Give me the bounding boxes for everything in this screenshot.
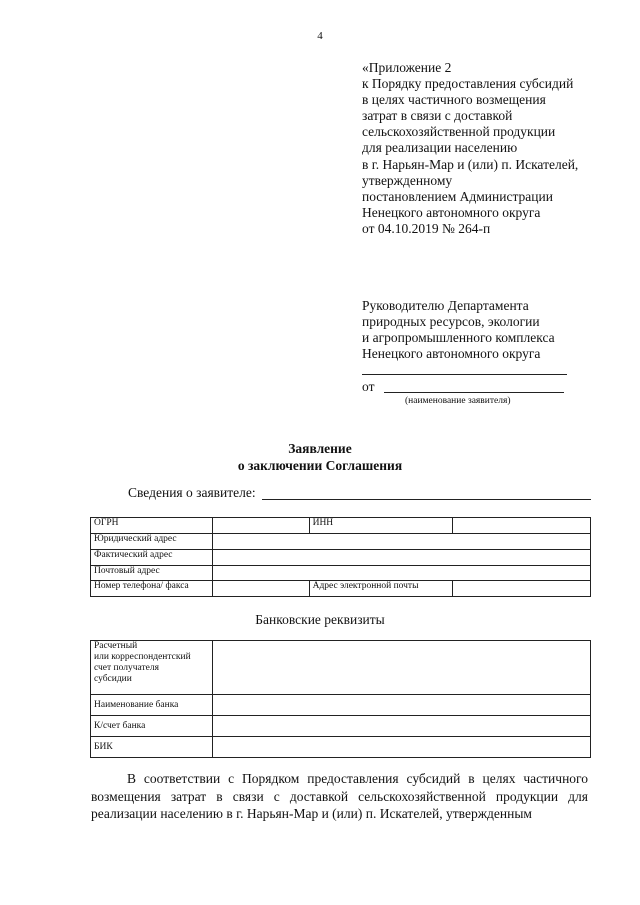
appendix-line: постановлением Администрации [362,188,553,204]
email-label: Адрес электронной почты [309,581,453,597]
ogrn-value[interactable] [212,518,309,534]
body-paragraph: В соответствии с Порядком предоставления субсидий в целях частичного возмещения затрат в связи с доставкой сельскохозяйственной продукции для реализации населению в г. Нарьян-Мар и (или) п. Искателей, утвержденным [91,771,588,821]
recipient-line: и агропромышленного комплекса [362,330,555,345]
inn-label: ИНН [309,518,453,534]
applicant-info-label: Сведения о заявителе: [128,485,256,500]
recipient-line: Ненецкого автономного округа [362,346,541,361]
appendix-line: в г. Нарьян-Мар и (или) п. Искателей, [362,156,579,172]
account-value[interactable] [212,641,590,695]
inn-value[interactable] [453,518,591,534]
appendix-line: в целях частичного возмещения [362,92,546,108]
appendix-line: сельскохозяйственной продукции [362,124,556,140]
phone-fax-value[interactable] [212,581,309,597]
document-title: Заявление [288,441,352,456]
applicant-table [90,517,591,597]
postal-address-value[interactable] [212,566,590,581]
appendix-line: затрат в связи с доставкой [362,108,513,124]
corr-account-label: К/счет банка [91,716,213,737]
appendix-line: к Порядку предоставления субсидий [362,76,574,92]
recipient-block [362,298,555,362]
bank-table [90,640,591,758]
bik-value[interactable] [212,737,590,758]
legal-address-value[interactable] [212,534,590,550]
recipient-blank-line [362,374,567,375]
bik-label: БИК [91,737,213,758]
account-label: Расчетный или корреспондентский счет получателя субсидии [91,641,213,695]
page-number: 4 [317,30,323,42]
applicant-name-hint: (наименование заявителя) [405,396,511,406]
corr-account-value[interactable] [212,716,590,737]
email-value[interactable] [453,581,591,597]
applicant-name-line [384,392,564,393]
from-label: от [362,379,375,394]
ogrn-label: ОГРН [91,518,213,534]
phone-fax-label: Номер телефона/ факса [91,581,213,597]
appendix-line: утвержденному [362,172,453,188]
appendix-header [362,60,578,237]
appendix-line: Ненецкого автономного округа [362,204,541,220]
legal-address-label: Юридический адрес [91,534,213,550]
bank-details-title: Банковские реквизиты [255,612,385,627]
postal-address-label: Почтовый адрес [91,566,213,581]
actual-address-label: Фактический адрес [91,550,213,566]
appendix-line: «Приложение 2 [362,60,452,75]
appendix-line: для реализации населению [362,140,518,156]
actual-address-value[interactable] [212,550,590,566]
recipient-line: природных ресурсов, экологии [362,314,540,329]
bank-name-label: Наименование банка [91,695,213,716]
recipient-line: Руководителю Департамента [362,298,529,313]
appendix-line: от 04.10.2019 № 264-п [362,220,491,236]
applicant-info-line [262,499,591,500]
document-subtitle: о заключении Соглашения [237,458,403,473]
bank-name-value[interactable] [212,695,590,716]
